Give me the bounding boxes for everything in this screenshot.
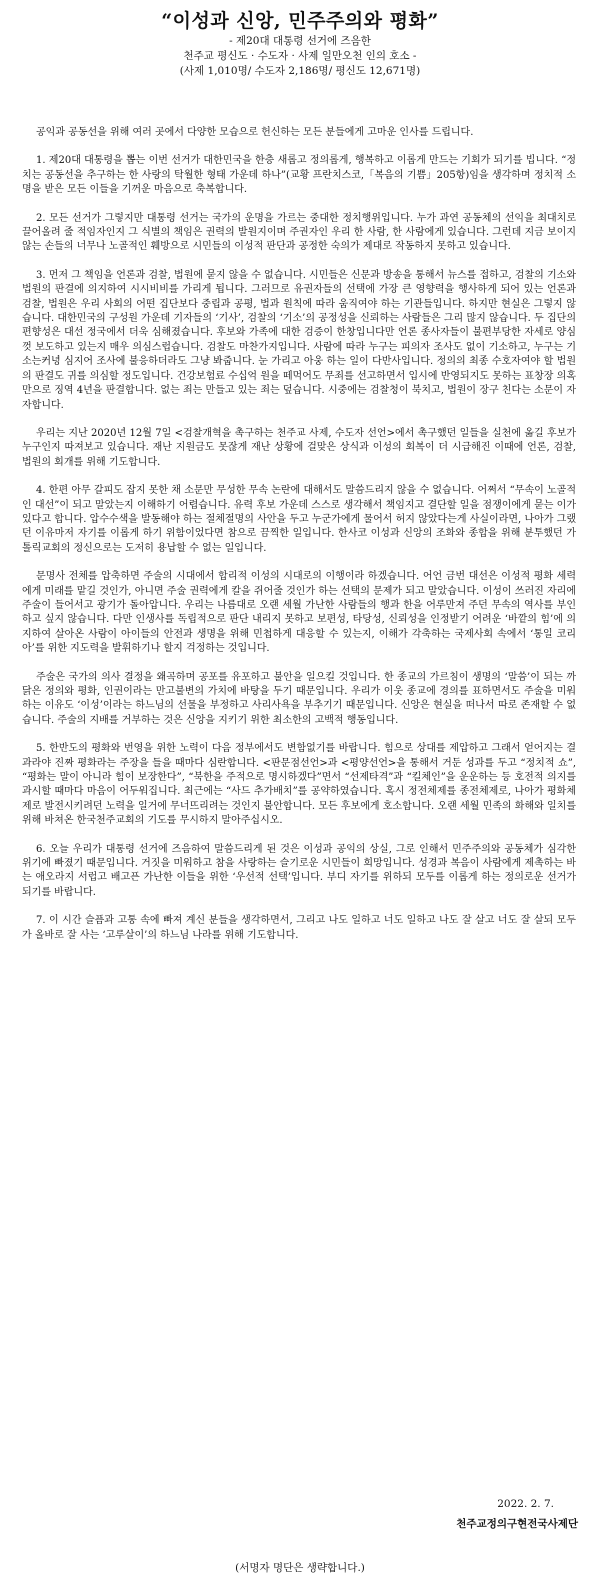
paragraph-intro: 공익과 공동선을 위해 여러 곳에서 다양한 모습으로 헌신하는 모든 분들에게 고마운 인사를 드립니다. [36,127,474,138]
paragraph-1: 1. 제20대 대통령을 뽑는 이번 선거가 대한민국을 한층 새롭고 정의롭게, 행복하고 이롭게 만드는 기회가 되기를 빕니다. “정치는 공동선을 추구하는 한 사랑의 탁월한 형태 가운데 하나”(교황 프란치스코,「복음의 기쁨」205항)임을 생각하며 정치적 소명을 받은 모든 이들을 기꺼운 마음으로 축복합니다. [22,155,576,196]
paragraph-2: 2. 모든 선거가 그렇지만 대통령 선거는 국가의 운명을 가르는 중대한 정치행위입니다. 누가 과연 공동체의 선익을 최대치로 끌어올려 줄 적임자인지 그 식별의 책임은 권력의 발원지이며 주권자인 우리 한 사람, 한 사람에게 있습니다. 그런데 지금 보이지 않는 손들의 너무나 노골적인 훼방으로 시민들의 이성적 판단과 공정한 숙의가 제대로 작동하지 못하고 있습니다. [22,212,576,253]
subtitle-line-1: - 제20대 대통령 선거에 즈음한 [229,35,371,47]
document-date: 2022. 2. 7. [497,1498,554,1510]
document-title: “이성과 신앙, 민주주의와 평화” [161,10,439,32]
paragraph-4-cont-a: 문명사 전체를 압축하면 주술의 시대에서 합리적 이성의 시대로의 이행이라 하겠습니다. 어언 금번 대선은 이성적 평화 세력에게 미래를 맡길 것인가, 아니면 주술 권력에게 칼을 쥐어줄 것인가 하는 선택의 문제가 되고 말았습니다. 이성이 쓰러진 자리에 주술이 들어서고 광기가 돌아압니다. 우리는 나름대로 오랜 세월 가난한 사람들의 행과 한을 어루만져 주던 무속의 역사를 부인하고 싶지 않습니다. 다만 인생사를 독립적으로 판단 내리지 못하고 보편성, 타당성, 신뢰성을 인정받기 어려운 ‘바깥의 힘’에 의지하여 살아온 사람이 아이들의 안전과 생명을 위해 민첩하게 대응할 수 있는지, 이해가 각축하는 국제사회 속에서 ‘통일 코리아’를 위한 지도력을 발휘하기나 할지 걱정하는 것입니다. [22,571,576,655]
subtitle-line-2: 천주교 평신도 · 수도자 · 사제 일만오천 인의 호소 - [183,50,417,62]
paragraph-4-cont-b: 주술은 국가의 의사 결정을 왜곡하며 공포를 유포하고 불안을 일으킬 것입니다. 한 종교의 가르침이 생명의 ‘말씀’이 되는 까닭은 정의와 평화, 인권이라는 만고불변의 가치에 바탕을 두기 때문입니다. 우리가 이웃 종교에 경의를 표하면서도 주술을 미워하는 이유도 ‘이성’이라는 하느님의 선물을 부정하고 사리사욕을 부추기기 때문입니다. 신앙은 현실을 떠나서 따로 존재할 수 없습니다. 주술의 지배를 거부하는 것은 신앙을 지키기 위한 최소한의 고백적 행동입니다. [22,671,576,726]
signing-organization: 천주교정의구현전국사제단 [456,1518,578,1530]
subtitle-line-3: (사제 1,010명/ 수도자 2,186명/ 평신도 12,671명) [179,65,421,77]
document-body [22,126,576,957]
paragraph-6: 6. 오늘 우리가 대통령 선거에 즈음하여 말씀드리게 된 것은 이성과 공익의 상실, 그로 인해서 민주주의와 공동체가 심각한 위기에 빠졌기 때문입니다. 거짓을 미워하고 참을 사랑하는 슬기로운 시민들이 희망입니다. 성경과 복음이 사람에게 제촉하는 바는 애오라지 서럽고 배고픈 가난한 이들을 위한 ‘우선적 선택’입니다. 부디 자기를 위하되 모두를 이롭게 하는 정의로운 선거가 되기를 바랍니다. [22,843,576,898]
paragraph-5: 5. 한반도의 평화와 번영을 위한 노력이 다음 정부에서도 변함없기를 바랍니다. 힘으로 상대를 제압하고 그래서 얻어지는 결과라야 진짜 평화라는 주장을 들을 때마다 심란합니다. <판문점선언>과 <평양선언>을 통해서 거둔 성과를 두고 “정치적 쇼”, “평화는 말이 아니라 힘이 보장한다”, “북한을 주적으로 명시하겠다”면서 “선제타격”과 “킬체인”을 운운하는 등 호전적 의지를 과시할 때마다 마음이 어두워집니다. 최근에는 “사드 추가배치”를 공약하였습니다. 혹시 정전체제를 종전체제로, 나아가 평화체제로 발전시키려던 노력을 일거에 무너뜨리려는 것인지 불안합니다. 모든 후보에게 호소합니다. 오랜 세월 민족의 화해와 일치를 위해 바쳐온 한국천주교회의 기도를 무시하지 말아주십시오. [22,743,576,827]
paragraph-4: 4. 한편 아무 갈피도 잡지 못한 채 소문만 무성한 무속 논란에 대해서도 말씀드리지 않을 수 없습니다. 어쩌서 “무속이 노골적인 대선”이 되고 말았는지 이해하기 어렵습니다. 유력 후보 가운데 스스로 생각해서 책임지고 결단할 일을 점쟁이에게 묻는 이가 있다고 합니다. 압수수색을 발동해야 하는 절체절명의 사안을 두고 누군가에게 물어서 허지 않았다는게 사실이라면, 나아가 그랬던 이유마저 자기를 이롭게 하기 위함이었다면 참으로 끔찍한 일입니다. 한사코 이성과 신앙의 조화와 종합을 위해 분투했던 가톨릭교회의 정신으로는 도저히 용납할 수 없는 일입니다. [22,485,576,554]
signatory-note: (서명자 명단은 생략합니다.) [235,1562,365,1574]
paragraph-3-cont: 우리는 지난 2020년 12월 7일 <검찰개혁을 촉구하는 천주교 사제, 수도자 선언>에서 촉구했던 일들을 실천에 옮길 후보가 누구인지 따져보고 있습니다. 재난 지원금도 못잖게 재난 상황에 걸맞은 상식과 이성의 회복이 더 시급해진 이때에 언론, 검찰, 법원의 회개를 위해 기도합니다. [22,427,576,468]
paragraph-3: 3. 먼저 그 책임을 언론과 검찰, 법원에 묻지 않을 수 없습니다. 시민들은 신문과 방송을 통해서 뉴스를 접하고, 검찰의 기소와 법원의 판결에 의지하여 시시비비를 가리게 됩니다. 그러므로 유권자들의 선택에 가장 큰 영향력을 행사하게 되어 있는 언론과 검찰, 법원은 우리 사회의 어떤 집단보다 중립과 공평, 법과 원칙에 따라 움직여야 하는 기관들입니다. 하지만 현실은 그렇지 않습니다. 대한민국의 구성원 가운데 기자들의 ‘기사’, 검찰의 ‘기소’의 공정성을 신뢰하는 사람들은 그리 많지 않습니다. 두 집단의 편향성은 대선 정국에서 더욱 심해졌습니다. 후보와 가족에 대한 검증이 한창입니다만 언론 종사자들이 불편부당한 자세로 양심껏 보도하고 있는지 매우 의심스럽습니다. 검찰도 마찬가지입니다. 사람에 따라 누구는 피의자 조사도 없이 기소하고, 누구는 기소는커녕 심지어 조사에 불응하더라도 그냥 봐줍니다. 눈 가리고 아웅 하는 일이 다반사입니다. 정의의 최종 수호자여야 할 법원의 판결도 귀를 의심할 정도입니다. 건강보험료 수십억 원을 떼먹어도 무죄를 선고하면서 입시에 반영되지도 못하는 표창장 의혹만으로 징역 4년을 판결합니다. 없는 죄는 만들고 있는 죄는 덮습니다. 시중에는 검찰청이 북치고, 법원이 장구 친다는 소문이 자자합니다. [22,269,576,411]
paragraph-7: 7. 이 시간 슬픔과 고통 속에 빠져 계신 분들을 생각하면서, 그리고 나도 일하고 너도 일하고 나도 잘 살고 너도 잘 살되 모두가 올바로 잘 사는 ‘고루살이’의 하느님 나라를 위해 기도합니다. [22,915,576,941]
document-header [0,8,600,79]
